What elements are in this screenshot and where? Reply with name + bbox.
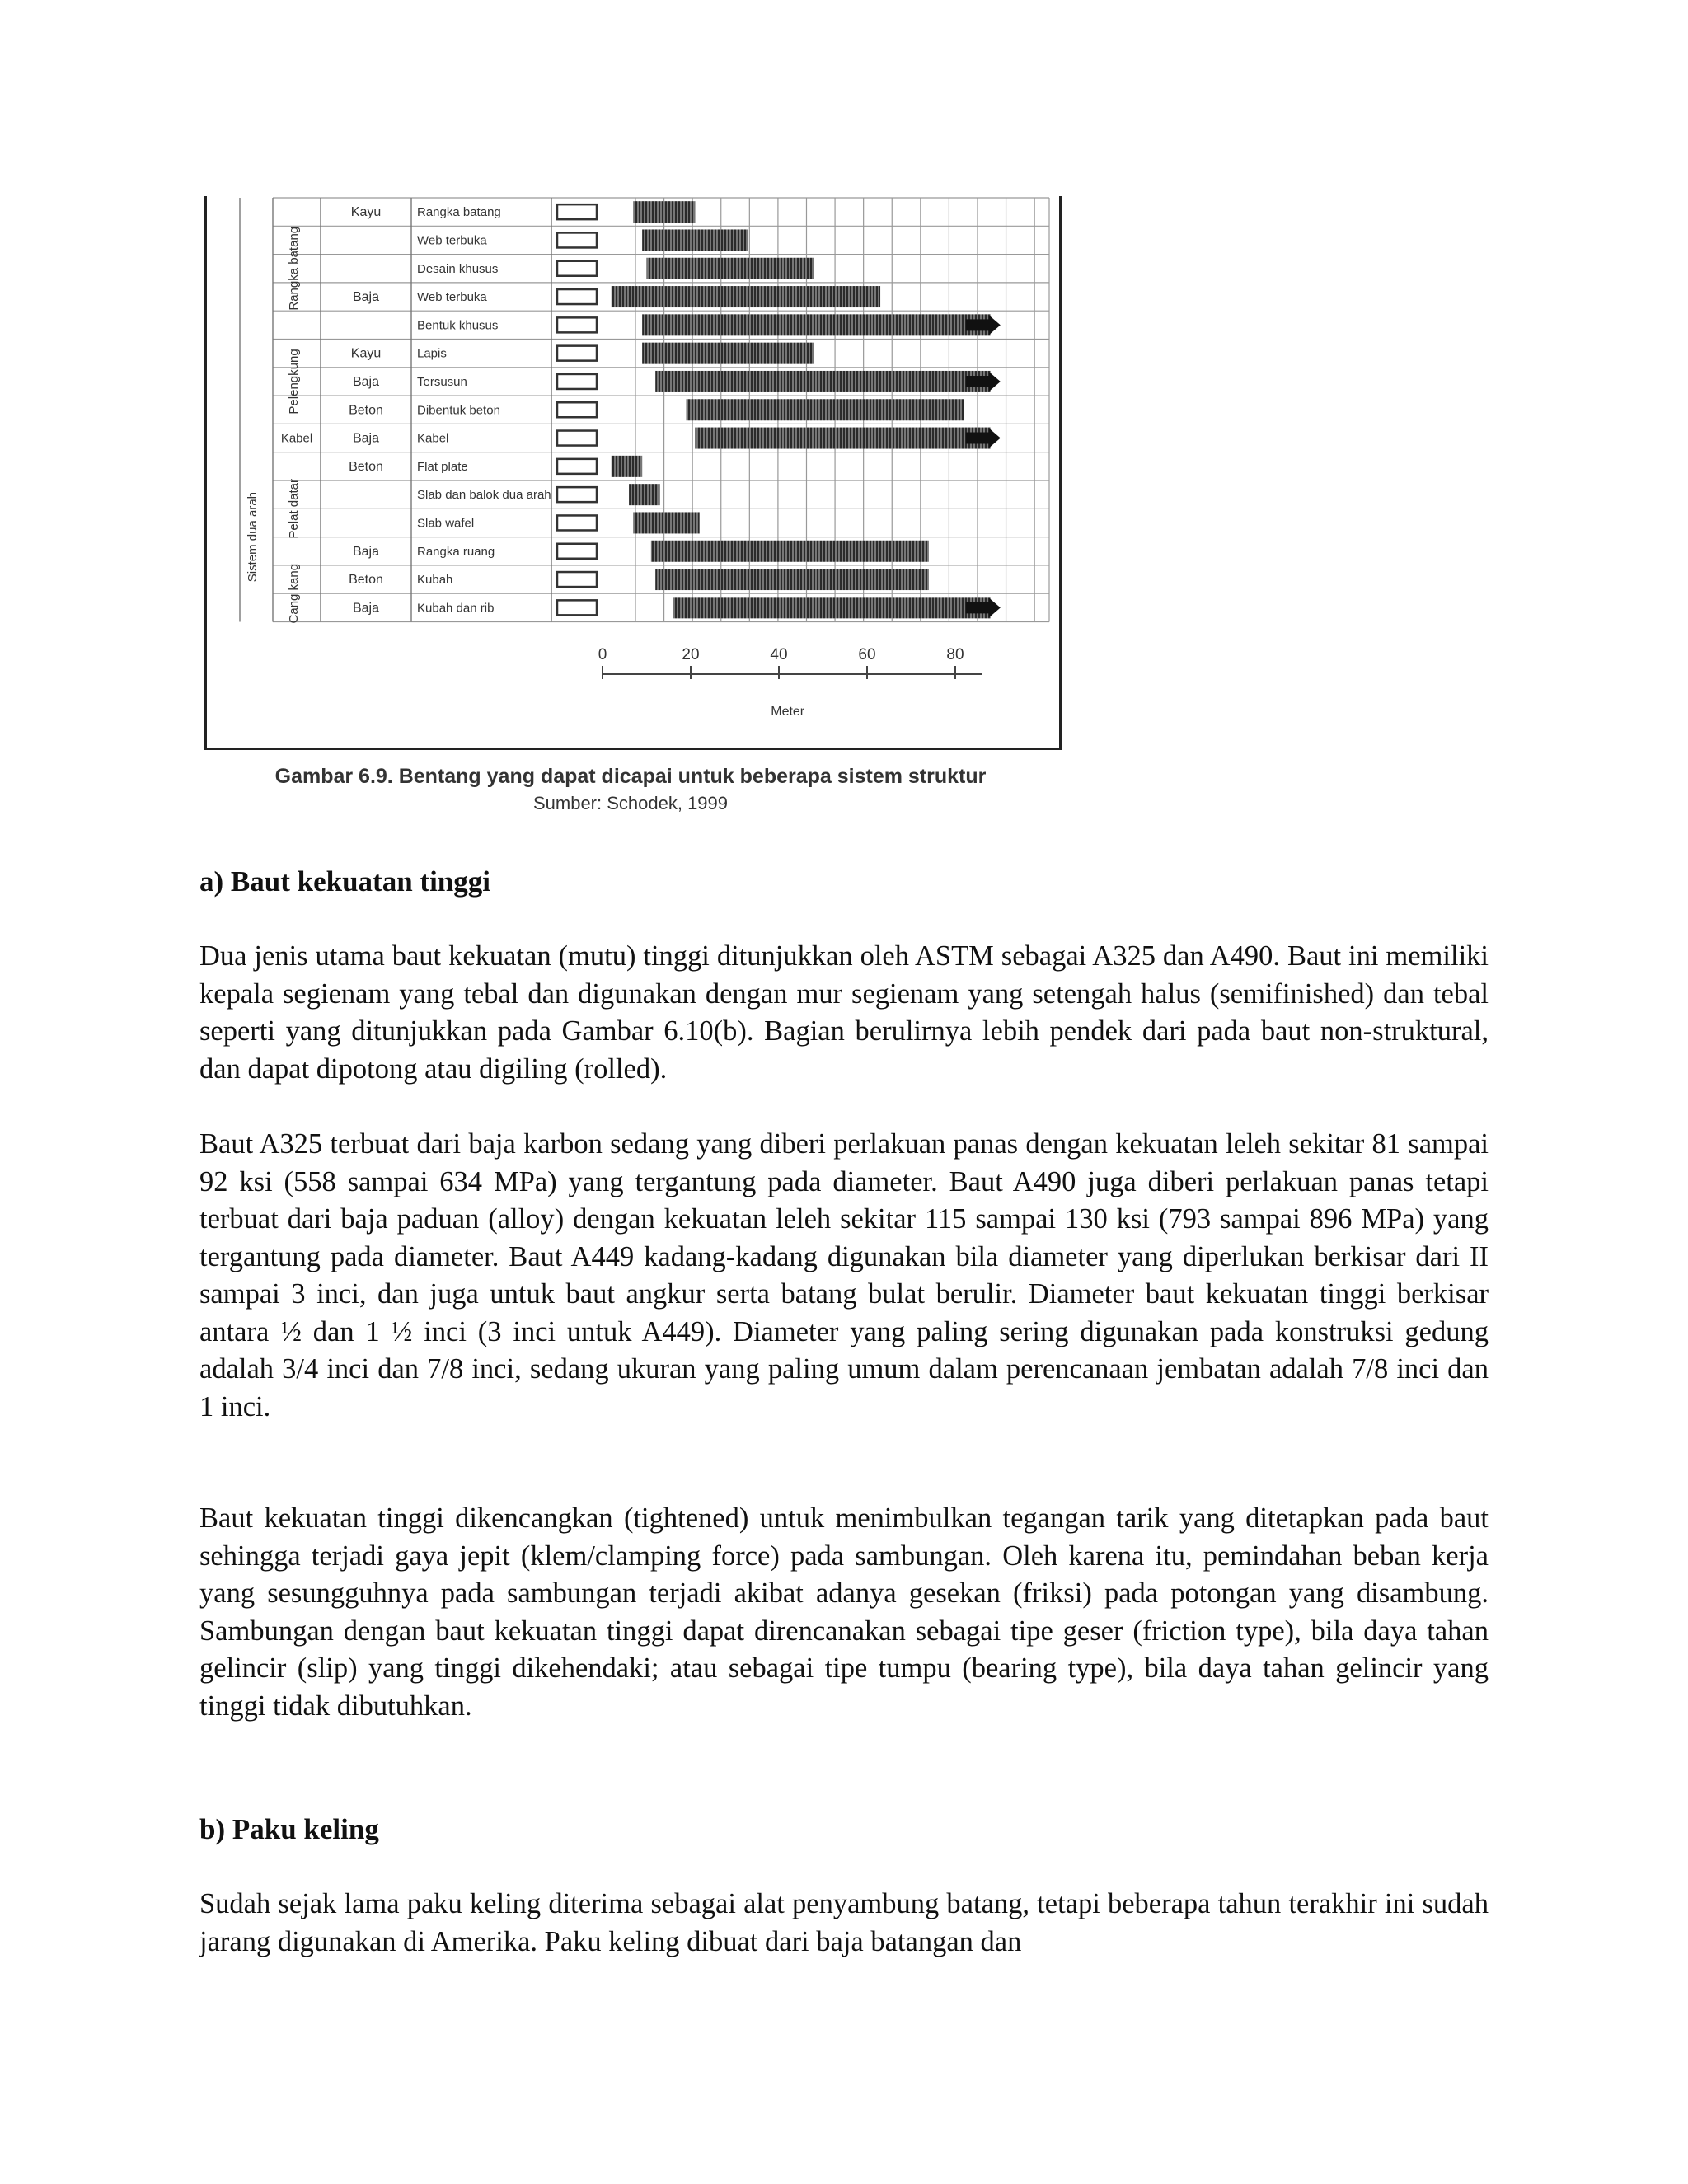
- group-label: Pelat datar: [287, 479, 301, 539]
- structure-icon: [557, 515, 597, 530]
- section-b-heading: b) Paku keling: [199, 1813, 379, 1845]
- x-axis-label: Meter: [771, 705, 805, 719]
- section-a-paragraph-1: [199, 938, 1489, 1088]
- span-bar: [673, 597, 991, 618]
- span-bar: [687, 399, 964, 420]
- span-bar: [612, 286, 880, 307]
- text-run: ).: [650, 1052, 668, 1085]
- system-label: Kabel: [417, 431, 449, 446]
- span-bar: [633, 201, 695, 223]
- span-chart: [207, 196, 1059, 748]
- italic-term: rolled: [584, 1052, 651, 1085]
- system-label: Rangka batang: [417, 205, 501, 220]
- section-a-heading: a) Baut kekuatan tinggi: [199, 865, 490, 898]
- x-tick-label: 60: [858, 646, 876, 663]
- span-bar: [651, 541, 929, 562]
- text-run: ), bila daya tahan gelincir (: [199, 1615, 1489, 1684]
- text-run: Dua jenis utama baut kekuatan (mutu) tinggi ditunjukkan oleh ASTM sebagai A325 dan A490. Baut ini memiliki kepala segienam yang tebal dan digunakan dengan mur segienam yang setengah halus (: [199, 940, 1489, 1010]
- material-label: Baja: [352, 431, 380, 446]
- system-label: Flat plate: [417, 459, 468, 474]
- structure-icon: [557, 572, 597, 587]
- figure-caption: Gambar 6.9. Bentang yang dapat dicapai untuk beberapa sistem struktur: [274, 765, 987, 788]
- span-bar: [629, 484, 659, 505]
- span-bar: [647, 258, 814, 279]
- material-label: Beton: [349, 403, 383, 418]
- system-label: Desain khusus: [417, 261, 499, 276]
- x-tick-label: 0: [598, 646, 607, 663]
- text-run: ) untuk menimbulkan tegangan tarik yang ditetapkan pada baut sehingga terjadi gaya jepit (klem/: [199, 1502, 1489, 1572]
- structure-icon: [557, 487, 597, 502]
- text-run: Sudah sejak lama paku keling diterima sebagai alat penyambung batang, tetapi beberapa tahun terakhir ini sudah jarang digunakan di Amerika. Paku keling dibuat dari baja batangan dan: [199, 1888, 1489, 1957]
- system-label: Rangka ruang: [417, 544, 495, 559]
- span-bar: [633, 512, 699, 533]
- span-bar: [642, 343, 814, 364]
- span-bar: [695, 428, 990, 449]
- material-label: Baja: [352, 290, 380, 305]
- span-bar: [642, 314, 991, 335]
- text-run: ) yang tinggi dikehendaki; atau sebagai tipe tumpu (: [348, 1652, 972, 1684]
- structure-icon: [557, 600, 597, 615]
- span-bar: [612, 456, 642, 477]
- system-label: Slab wafel: [417, 516, 475, 531]
- span-bar: [655, 371, 991, 392]
- italic-term: semifinished: [1219, 977, 1365, 1010]
- x-tick-label: 80: [946, 646, 964, 663]
- system-label: Lapis: [417, 346, 447, 361]
- system-label: Web terbuka: [417, 233, 487, 248]
- structure-icon: [557, 346, 597, 361]
- material-label: Baja: [352, 601, 380, 616]
- text-run: ) dan tebal seperti yang ditunjukkan pada Gambar 6.10(b). Bagian berulirnya lebih pendek dari pada baut non-struktural, dan dapat dipotong atau digiling (: [199, 977, 1489, 1085]
- text-run: Baut A325 terbuat dari baja karbon sedang yang diberi perlakuan panas dengan kekuatan leleh sekitar 81 sampai 92 ksi (558 sampai 634 MPa) yang tergantung pada diameter. Baut A490 juga diberi perlakuan panas tetapi terbuat dari baja paduan (: [199, 1128, 1489, 1235]
- italic-term: tightened: [633, 1502, 739, 1534]
- structure-icon: [557, 289, 597, 304]
- x-tick-label: 20: [682, 646, 700, 663]
- italic-term: slip: [307, 1652, 349, 1684]
- system-label: Slab dan balok dua arah: [417, 488, 551, 503]
- structure-icon: [557, 374, 597, 389]
- italic-term: friction type: [1142, 1615, 1285, 1647]
- structure-icon: [557, 544, 597, 559]
- italic-term: bearing type: [971, 1652, 1117, 1684]
- italic-term: clamping force: [594, 1540, 771, 1572]
- x-tick-label: 40: [770, 646, 788, 663]
- system-label: Kubah dan rib: [417, 601, 495, 616]
- system-label: Dibentuk beton: [417, 403, 500, 418]
- material-label: Baja: [352, 374, 380, 389]
- system-label: Web terbuka: [417, 290, 487, 305]
- text-run: ), bila daya tahan gelincir yang tinggi tidak dibutuhkan.: [199, 1652, 1489, 1722]
- system-label: Bentuk khusus: [417, 318, 499, 333]
- structure-icon: [557, 232, 597, 247]
- structure-icon: [557, 459, 597, 474]
- group-label: Cang kang: [287, 563, 301, 624]
- group-label: Rangka batang: [287, 226, 301, 311]
- section-a-paragraph-3: [199, 1500, 1489, 1725]
- structure-icon: [557, 317, 597, 332]
- group-label: Sistem dua arah: [246, 491, 260, 583]
- section-b-paragraph-1: [199, 1886, 1489, 1961]
- italic-term: alloy: [497, 1203, 555, 1235]
- figure-frame: [204, 196, 1062, 750]
- material-label: Beton: [349, 573, 383, 588]
- material-label: Kayu: [350, 346, 382, 361]
- group-label: Pelengkung: [287, 349, 301, 415]
- structure-icon: [557, 204, 597, 219]
- system-label: Tersusun: [417, 374, 467, 389]
- structure-icon: [557, 431, 597, 446]
- figure-source: Sumber: Schodek, 1999: [532, 793, 729, 813]
- span-bar: [642, 229, 748, 251]
- structure-icon: [557, 402, 597, 417]
- structure-icon: [557, 261, 597, 276]
- group-label: Kabel: [280, 431, 313, 446]
- material-label: Baja: [352, 544, 380, 559]
- system-label: Kubah: [417, 573, 453, 588]
- text-run: Baut kekuatan tinggi dikencangkan (: [199, 1502, 634, 1534]
- material-label: Beton: [349, 459, 383, 474]
- text-run: ) dengan kekuatan leleh sekitar 115 sampai 130 ksi (793 sampai 896 MPa) yang tergantung pada diameter. Baut A449 kadang-kadang digunakan bila diameter yang diperlukan berkisar dari II sampai 3 inci, dan juga untuk baut angkur serta batang bulat berulir. Diameter baut kekuatan tinggi berkisar antara ½ dan 1 ½ inci (3 inci untuk A449). Diameter yang paling sering digunakan pada konstruksi gedung adalah 3/4 inci dan 7/8 inci, sedang ukuran yang paling umum dalam perencanaan jembatan adalah 7/8 inci dan 1 inci.: [199, 1203, 1489, 1422]
- span-bar: [655, 569, 929, 590]
- material-label: Kayu: [350, 205, 382, 220]
- section-a-paragraph-2: [199, 1126, 1489, 1426]
- text-run: ) pada sambungan. Oleh karena itu, pemindahan beban kerja yang sesungguhnya pada sambungan terjadi akibat adanya gesekan (friksi) pada potongan yang disambung. Sambungan dengan baut kekuatan tinggi dapat direncanakan sebagai tipe geser (: [199, 1540, 1489, 1647]
